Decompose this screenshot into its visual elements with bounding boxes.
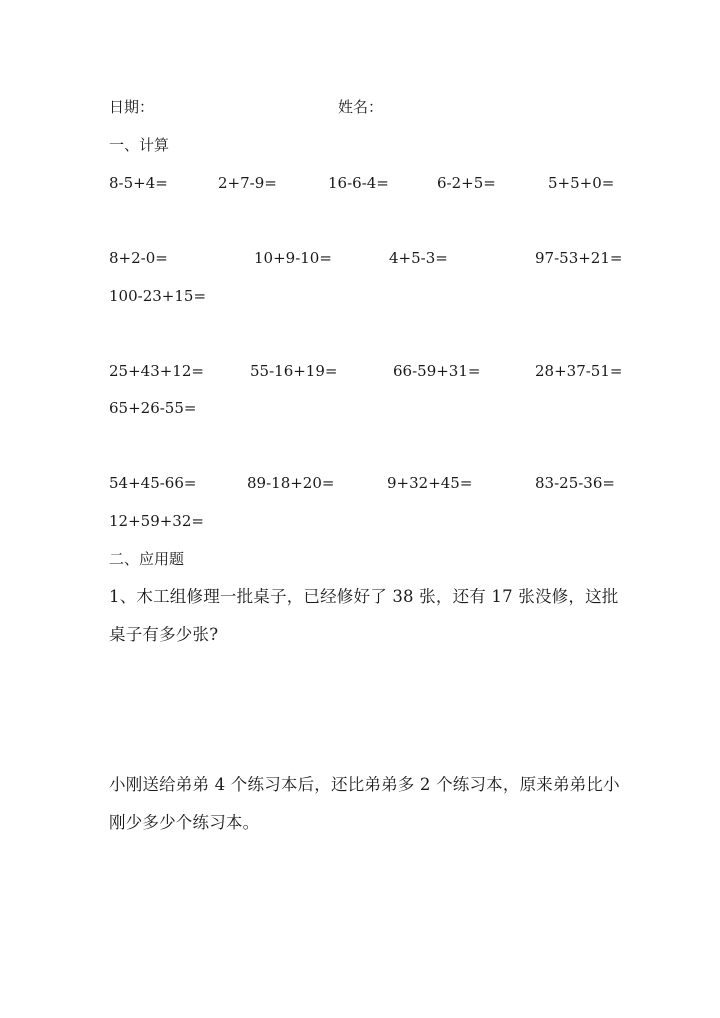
- problem-3-5: 65+26-55=: [109, 399, 197, 417]
- problem-4-5: 12+59+32=: [109, 512, 204, 530]
- date-label: 日期：: [109, 98, 155, 116]
- section-1-title: 一、计算: [109, 136, 170, 154]
- problem-2-1: 8+2-0=: [109, 249, 168, 267]
- question-1-line-2: 桌子有多少张?: [109, 625, 219, 644]
- problem-1-3: 16-6-4=: [328, 174, 389, 192]
- problem-2-4: 97-53+21=: [535, 249, 623, 267]
- section-2-title: 二、应用题: [109, 550, 185, 568]
- problem-3-4: 28+37-51=: [535, 362, 623, 380]
- problem-1-2: 2+7-9=: [218, 174, 277, 192]
- problem-3-1: 25+43+12=: [109, 362, 204, 380]
- problem-4-3: 9+32+45=: [387, 474, 473, 492]
- name-label: 姓名：: [338, 98, 384, 116]
- problem-2-2: 10+9-10=: [254, 249, 332, 267]
- question-2-line-2: 刚少多少个练习本。: [109, 813, 260, 832]
- question-1-line-1: 1、木工组修理一批桌子，已经修好了 38 张，还有 17 张没修，这批: [109, 587, 619, 606]
- problem-4-4: 83-25-36=: [535, 474, 615, 492]
- problem-2-3: 4+5-3=: [389, 249, 448, 267]
- problem-4-2: 89-18+20=: [247, 474, 335, 492]
- problem-1-1: 8-5+4=: [109, 174, 168, 192]
- problem-1-4: 6-2+5=: [437, 174, 496, 192]
- question-2-line-1: 小刚送给弟弟 4 个练习本后，还比弟弟多 2 个练习本，原来弟弟比小: [109, 775, 620, 794]
- problem-1-5: 5+5+0=: [548, 174, 615, 192]
- problem-3-3: 66-59+31=: [393, 362, 481, 380]
- problem-3-2: 55-16+19=: [250, 362, 338, 380]
- problem-2-5: 100-23+15=: [109, 287, 207, 305]
- problem-4-1: 54+45-66=: [109, 474, 197, 492]
